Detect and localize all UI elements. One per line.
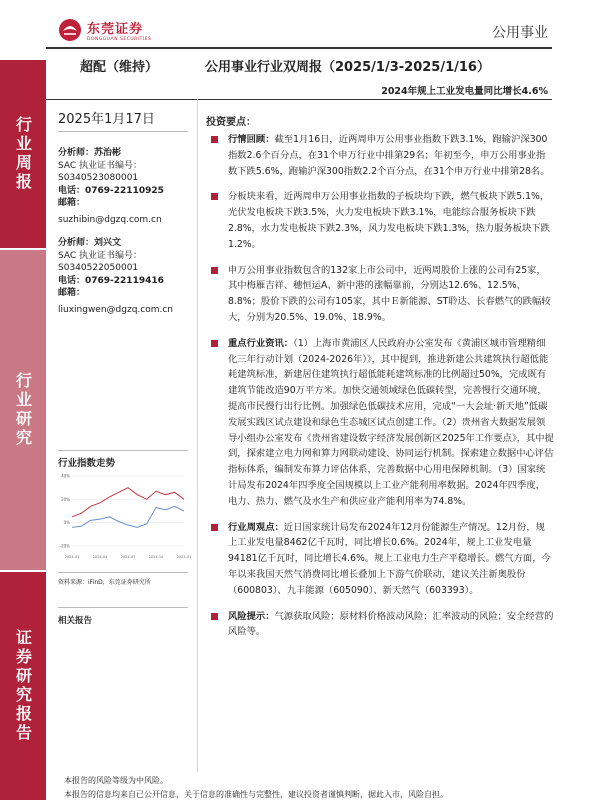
side-tab-weekly: 行业周报	[0, 60, 46, 248]
chart-bottom-divider	[58, 572, 188, 573]
analyst-name: 分析师：刘兴文	[58, 238, 122, 248]
footer-line: 本报告的信息均来自已公开信息，关于信息的准确性与完整性，建议投资者谨慎判断，据此入市，风险自担。	[64, 790, 448, 799]
key-points	[206, 132, 554, 640]
key-point-text: 截至1月16日，近两周申万公用事业指数下跌3.1%，跑输沪深300指数2.6个百分点，在31个申万行业中排第29名；年初至今，申万公用事业指数下跌5.6%，跑输沪深300指数2.2个百分点，在31个申万行业中排第28名。	[228, 134, 550, 177]
header-divider	[46, 47, 552, 49]
analyst-cert: S0340523080001	[58, 173, 139, 183]
side-tab-industry: 行业研究	[0, 250, 46, 570]
sector-label: 公用事业	[492, 25, 548, 41]
chart-y-tick-label: 40%	[61, 473, 70, 479]
key-point-lead: 重点行业资讯：	[228, 337, 294, 349]
key-point-lead: 行情回顾：	[228, 134, 275, 145]
side-tab-report: 证券研究报告	[0, 572, 46, 800]
chart-series-line-1	[72, 506, 184, 527]
analyst-email[interactable]: suzhibin@dgzq.com.cn	[58, 214, 162, 225]
index-trend-chart	[58, 470, 192, 562]
analyst-cert: S0340522050001	[58, 263, 139, 273]
chart-title: 行业指数走势	[58, 458, 116, 469]
key-points-heading: 投资要点：	[206, 117, 256, 128]
key-point	[206, 609, 554, 641]
bullet-square-icon	[211, 193, 218, 200]
related-divider	[58, 607, 188, 608]
bullet-square-icon	[211, 340, 218, 347]
key-point	[206, 189, 554, 252]
key-point	[206, 263, 554, 326]
analyst-email[interactable]: liuxingwen@dgzq.com.cn	[58, 304, 174, 315]
bullet-square-icon	[211, 524, 218, 531]
column-divider	[197, 99, 198, 772]
analyst-phone: 电话：0769-22119416	[58, 275, 164, 286]
footer-line: 本报告的风险等级为中风险。	[64, 776, 168, 785]
analyst-phone: 电话：0769-22110925	[58, 185, 164, 196]
title-divider	[46, 99, 552, 100]
report-date: 2025年1月17日	[58, 112, 155, 127]
key-point-text: 申万公用事业指数包含的132家上市公司中，近两周股价上涨的公司有25家，其中梅雁吉祥、穗恒运A、新中港的涨幅靠前，分别达12.6%、12.5%、8.8%；股价下跌的公司有105家，其中Ｅ新能源、ST聆达、长春燃气的跌幅较大，分别为20.5%、19.0%、18.9%。	[228, 264, 551, 323]
chart-x-tick-label: 2024-07	[120, 555, 136, 559]
chart-x-tick-label: 2024-04	[92, 555, 108, 559]
analyst-cert-label: SAC 执业证书编号：	[58, 250, 143, 261]
key-point-text: 分板块来看，近两周申万公用事业指数的子板块均下跌，燃气板块下跌5.1%，光伏发电板块下跌3.5%，火力发电板块下跌3.1%，电能综合服务板块下跌2.8%，水力发电板块下跌2.3%，风力发电板块下跌1.3%，热力服务板块下跌1.2%。	[228, 191, 550, 250]
key-point-text: （1）上海市黄浦区人民政府办公室发布《黄浦区城市管理精细化三年行动计划（2024-2026年）》，其中提到，推进新建公共建筑执行超低能耗建筑标准，新建居住建筑执行超低能耗建筑标准的比例超过50%，完成既有建筑节能改造90万平方米。加快交通领域绿色低碳转型，完善慢行交通环境，提高市民慢行出行比例。加强绿色低碳技术应用，完成“一大会址·新天地”低碳发展实践区试点建设和绿色生态城区试点创建工作。（2）贵州省大数据发展领导小组办公室发布《贵州省建设数字经济发展创新区2025年工作要点》，其中提到，探索建立电力网和算力网联动建设、协同运行机制。探索建立数据中心评估指标体系，编制发布算力评估体系，完善数据中心用电保障机制。（3）国家统计局发布2024年四季度全国规模以上工业产能利用率数据。2024年四季度，电力、热力、燃气及水生产和供应业产能利用率为74.8%。	[228, 337, 554, 507]
left-divider	[58, 131, 188, 132]
chart-x-tick-label: 2024-01	[64, 555, 80, 559]
chart-x-tick-label: 2024-10	[148, 555, 164, 559]
brand-logo-icon	[58, 18, 82, 42]
key-point-text: 气源获取风险；原材料价格波动风险；汇率波动的风险；安全经营的风险等。	[228, 610, 554, 638]
key-point-lead: 行业周观点：	[228, 521, 284, 533]
key-point	[206, 336, 554, 510]
brand-name-en: DONGGUAN SECURITIES	[87, 37, 152, 42]
brand-logo	[58, 18, 151, 42]
report-title: 公用事业行业双周报（2025/1/3-2025/1/16）	[205, 60, 490, 75]
key-point	[206, 132, 554, 179]
chart-y-tick-label: 20%	[61, 496, 70, 502]
analyst-name: 分析师：苏治彬	[58, 148, 122, 158]
chart-source: 资料来源：iFinD，东莞证券研究所	[58, 579, 151, 586]
bullet-square-icon	[211, 136, 218, 143]
brand-name: 东莞证券	[87, 22, 144, 37]
chart-y-tick-label: 0%	[63, 520, 70, 526]
analyst-email-label: 邮箱：	[58, 288, 86, 298]
key-point-text: 近日国家统计局发布2024年12月份能源生产情况。12月份，规上工业发电量8462亿千瓦时，同比增长0.6%。2024年，规上工业发电量94181亿千瓦时，同比增长4.6%。规上工业电力生产平稳增长。燃气方面，今年以来我国天然气消费同比增长叠加上下游气价联动，建议关注新奥股份（600803）、九丰能源（605090）、新天然气（603393）。	[228, 521, 551, 596]
bullet-square-icon	[211, 267, 218, 274]
rating: 超配（维持）	[80, 60, 159, 75]
bullet-square-icon	[211, 613, 218, 620]
footer-disclaimer	[64, 774, 448, 802]
analyst-email-label: 邮箱：	[58, 198, 86, 208]
report-subtitle: 2024年规上工业发电量同比增长4.6%	[381, 86, 548, 97]
analyst-cert-label: SAC 执业证书编号：	[58, 160, 143, 171]
analyst-card	[58, 147, 164, 226]
chart-y-tick-label: -20%	[59, 543, 70, 549]
chart-divider	[58, 450, 188, 451]
key-point-lead: 风险提示：	[228, 610, 275, 622]
chart-x-tick-label: 2025-01	[176, 555, 192, 559]
analyst-card	[58, 237, 173, 316]
chart-series-line-0	[72, 488, 184, 517]
key-point	[206, 520, 554, 599]
related-reports-heading: 相关报告	[58, 616, 93, 626]
